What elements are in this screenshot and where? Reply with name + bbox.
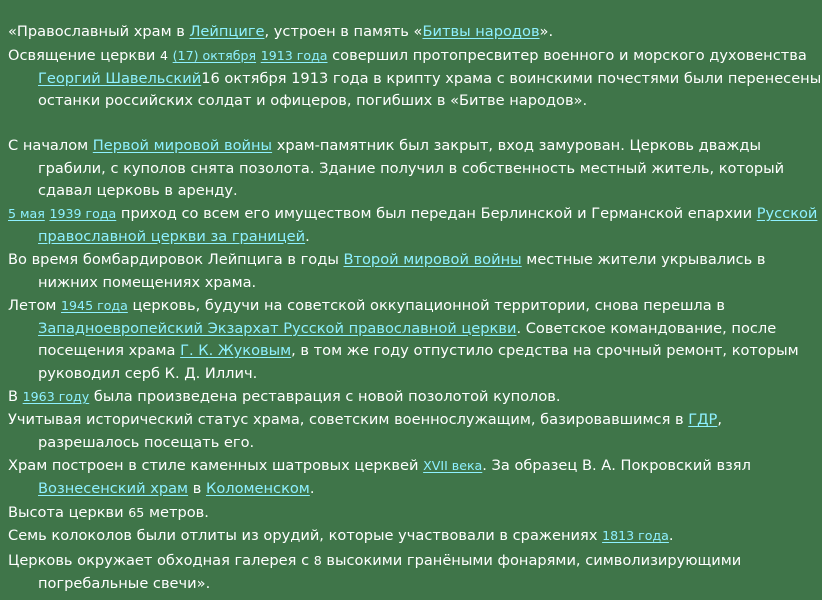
paragraph [8,203,822,248]
text-segment: Во время бомбардировок Лейпцига в годы [8,251,344,268]
text-link[interactable]: Коломенском [205,479,310,497]
text-link[interactable]: ГДР [688,411,718,428]
text-link[interactable]: Георгий Шавельский [38,69,202,87]
text-segment: 8 [313,553,322,568]
text-segment: Семь колоколов были отлиты из орудий, которые участвовали в сражениях [8,527,603,544]
text-segment: «Православный храм в [8,23,190,40]
paragraph [8,409,822,454]
text-link[interactable]: Первой мировой войны [92,137,273,154]
text-segment: Освящение церкви [8,47,160,64]
paragraph [8,45,822,113]
text-segment: совершил протопресвитер военного и морского духовенства [327,47,807,64]
text-segment: . [309,479,315,497]
text-link[interactable]: 1963 году [22,389,90,404]
text-segment: приход со всем его имуществом был передан Берлинской и Германской епархии [116,205,757,222]
text-segment: . [668,527,674,544]
text-link[interactable]: 1945 года [61,298,128,313]
text-segment: Летом [8,297,62,314]
text-segment: , разрешалось посещать его. [38,411,722,451]
text-segment: 4 [159,48,168,63]
text-segment: С началом [8,137,93,154]
text-segment: В [8,388,23,405]
paragraph [8,525,822,548]
text-segment: . Советское командование, после посещения храма [38,319,777,359]
text-segment: ». [539,23,554,40]
paragraph [8,21,822,44]
text-segment: местные жители укрывались в нижних помещениях храма. [38,251,766,291]
text-segment: была произведена реставрация с новой позолотой куполов. [89,388,561,405]
paragraph [8,249,822,294]
paragraph [8,502,822,525]
paragraph [8,295,822,385]
text-segment: Храм построен в стиле каменных шатровых церквей [8,457,424,474]
text-link[interactable]: Г. К. Жуковым [180,342,292,359]
text-segment: Церковь окружает обходная галерея с [8,552,314,569]
text-link[interactable]: Второй мировой войны [343,251,522,268]
text-segment: . За образец В. А. Покровский взял [482,457,751,474]
text-segment: Высота церкви [8,504,129,521]
paragraph [8,135,822,203]
text-segment: 65 [128,505,145,520]
text-link[interactable]: Западноевропейский Экзархат Русской православной церкви [38,319,517,337]
text-link[interactable]: Лейпциге [189,23,265,40]
text-segment: метров. [144,504,209,521]
text-segment: Учитывая исторический статус храма, советским военнослужащим, базировавшимся в [8,411,689,428]
text-segment: в [188,479,206,497]
text-link[interactable]: Вознесенский храм [38,479,189,497]
text-link[interactable]: Битвы народов [422,23,540,40]
paragraph [8,550,822,595]
paragraph [8,386,822,409]
text-segment: , в том же году отпустило средства на срочный ремонт, которым руководил серб К. Д. Иллич. [38,342,799,382]
text-segment: храм-памятник был закрыт, вход замурован. Церковь дважды грабили, с куполов снята позолота. Здание получил в собственность местный житель, который сдавал церковь в аренду. [38,137,785,199]
text-link[interactable]: 1913 года [260,48,328,63]
text-segment: . [305,227,310,245]
text-segment: , устроен в память « [264,23,423,40]
text-segment: 16 октября 1913 года в крипту храма с воинскими почестями были перенесены останки российских солдат и офицеров, погибших в «Битве народов». [38,69,822,109]
text-segment: высокими гранёными фонарями, символизирующими погребальные свечи». [38,552,742,592]
text-link[interactable]: (17) октября [172,48,257,63]
text-segment: церковь, будучи на советской оккупационной территории, снова перешла в [127,297,725,314]
text-link[interactable]: 1813 года [602,528,669,543]
text-link[interactable]: 1939 года [49,206,117,221]
text-link[interactable]: 5 мая [8,206,45,221]
paragraph [8,455,822,500]
text-link[interactable]: Русской православной церкви за границей [38,205,818,245]
text-link[interactable]: XVII века [423,458,483,473]
